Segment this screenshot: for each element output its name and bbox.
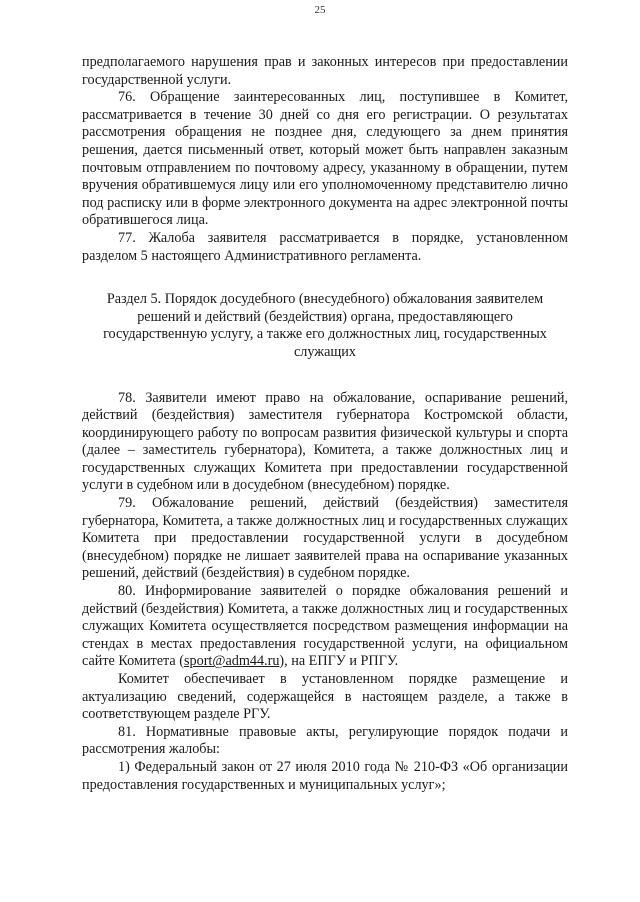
section-title: Раздел 5. Порядок досудебного (внесудебного) обжалования заявителем решений и действий (бездействия) органа, предоставляющего государственную услугу, а также его должностных лиц, государственных служащих: [103, 291, 547, 360]
paragraph-continuation: предполагаемого нарушения прав и законных интересов при предоставлении государственной услуги.: [82, 54, 568, 88]
paragraph-81-item-1: 1) Федеральный закон от 27 июля 2010 года № 210-ФЗ «Об организации предоставления государственных и муниципальных услуг»;: [82, 758, 568, 793]
paragraph-78: 78. Заявители имеют право на обжалование, оспаривание решений, действий (бездействия) заместителя губернатора Костромской области, координирующего работу по вопросам развития физической культуры и спорта (далее – заместитель губернатора), Комитета, а также должностных лиц и государственных служащих Комитета при предоставлении государственной услуги в судебном или в досудебном (внесудебном) порядке.: [82, 389, 568, 494]
document-body: [82, 54, 568, 794]
paragraph-80: [82, 583, 568, 671]
paragraph-76: 76. Обращение заинтересованных лиц, поступившее в Комитет, рассматривается в течение 30 дней со дня его регистрации. О результатах рассмотрения обращения не позднее дня, следующего за днем принятия решения, дается письменный ответ, который может быть направлен заказным почтовым отправлением по почтовому адресу, указанному в обращении, путем вручения обратившемуся лицу или его уполномоченному представителю лично под расписку или в форме электронного документа на адрес электронной почты обратившегося лица.: [82, 89, 568, 229]
paragraph-79: 79. Обжалование решений, действий (бездействия) заместителя губернатора, Комитета, а также должностных лиц и государственных служащих Комитета при предоставлении государственной услуги в досудебном (внесудебном) порядке не лишает заявителей права на оспаривание указанных решений, действий (бездействия) в судебном порядке.: [82, 495, 568, 582]
paragraph-80-text: 80. Информирование заявителей о порядке обжалования решений и действий (бездействия) Комитета, а также должностных лиц и государственных служащих Комитета осуществляется посредством размещения информации на стендах в местах предоставления государственной услуги, на официальном сайте Комитета (: [82, 583, 568, 670]
paragraph-81: 81. Нормативные правовые акты, регулирующие порядок подачи и рассмотрения жалобы:: [82, 723, 568, 758]
email-link[interactable]: sport@adm44.ru: [184, 653, 280, 670]
paragraph-77: 77. Жалоба заявителя рассматривается в порядке, установленном разделом 5 настоящего Административного регламента.: [82, 229, 568, 264]
paragraph-80-tail: ), на ЕПГУ и РПГУ.: [279, 653, 399, 670]
page-number: 25: [314, 4, 326, 16]
paragraph-80-addendum: Комитет обеспечивает в установленном порядке размещение и актуализацию сведений, содержащейся в настоящем разделе, а также в соответствующем разделе РГУ.: [82, 671, 568, 723]
